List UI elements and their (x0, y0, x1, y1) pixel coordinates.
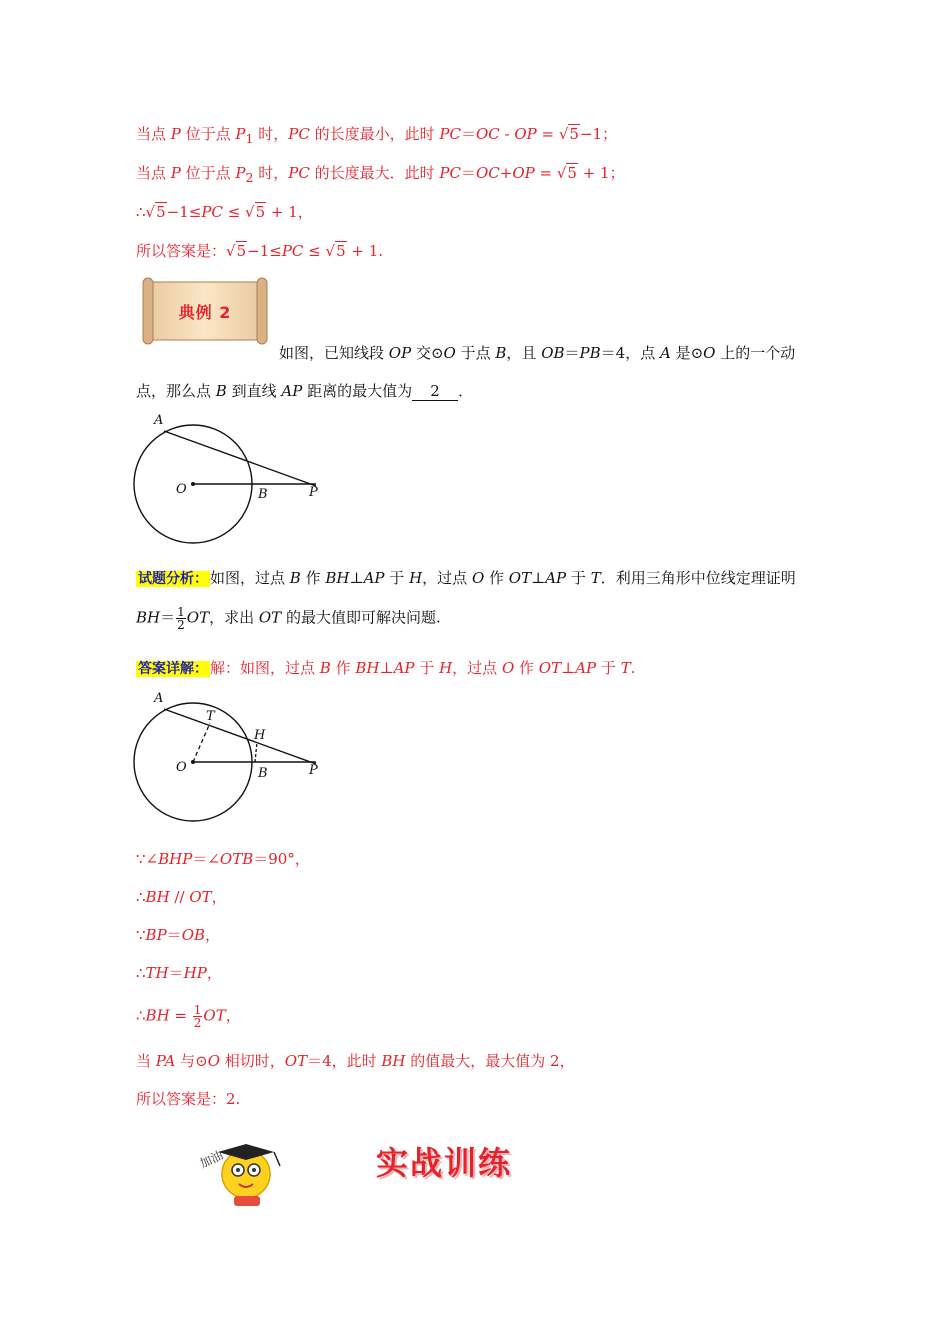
proof-line-3: ∵BP＝OB， (136, 926, 221, 944)
label-o: O (176, 760, 187, 775)
sqrt-symbol: √5 (325, 242, 346, 260)
solution-line-max: 当点 P 位于点 $P_2$ 时，PC 的长度最大．此时 PC＝OC+OP = √5 + 1； (136, 164, 625, 185)
sqrt-symbol: √5 (145, 203, 166, 221)
proof-line-5: ∴BH = $\frac{1}{2}$ OT， (136, 1003, 241, 1030)
segment-ot (193, 723, 210, 762)
label-h: H (254, 728, 266, 743)
example-question-line1: 如图，已知线段 OP 交⊙O 于点 B，且 OB＝PB＝4，点 A 是⊙O 上的一个动 (279, 344, 796, 362)
center-point (191, 482, 195, 486)
figure-circle-tangent (130, 410, 330, 550)
fraction-half: $\frac{1}{2}$ (177, 605, 185, 632)
mascot-graduate-icon (196, 1138, 308, 1210)
figure-circle-perpendiculars (130, 688, 330, 828)
solution-line1: 答案详解： 解：如图，过点 B 作 BH⊥AP 于 H，过点 O 作 OT⊥AP 于 T. (138, 659, 636, 677)
solution-line-min: 当点 P 位于点 $P_1$ 时，PC 的长度最小，此时 PC＝OC - OP = √5−1； (136, 125, 618, 146)
label-p: P (309, 485, 318, 500)
label-a: A (154, 413, 164, 428)
solution-line-range: ∴√5−1≤PC ≤ √5 + 1， (136, 203, 313, 221)
label-o: O (176, 482, 187, 497)
segment-bh (255, 742, 257, 762)
sqrt-symbol: √5 (226, 242, 247, 260)
center-point (191, 760, 195, 764)
label-b: B (258, 766, 268, 781)
solution-label: 答案详解： (138, 661, 208, 677)
proof-line-6: 当 PA 与⊙O 相切时，OT＝4，此时 BH 的值最大，最大值为 2， (136, 1052, 575, 1070)
proof-line-1: ∵∠BHP＝∠OTB＝90°， (136, 850, 310, 868)
proof-line-7: 所以答案是：2. (136, 1090, 241, 1108)
analysis-line1: 试题分析： 如图，过点 B 作 BH⊥AP 于 H，过点 O 作 OT⊥AP 于 T．利用三角形中位线定理证明 (138, 569, 796, 587)
proof-line-4: ∴TH＝HP， (136, 964, 222, 982)
analysis-line2: BH＝ $\frac{1}{2}$ OT，求出 OT 的最大值即可解决问题. (136, 605, 441, 632)
label-p: P (309, 763, 318, 778)
fraction-half: $\frac{1}{2}$ (193, 1003, 202, 1030)
sqrt-symbol: √5 (556, 164, 577, 182)
analysis-label: 试题分析： (138, 571, 208, 587)
label-a: A (154, 691, 164, 706)
solution-line-answer: 所以答案是：√5−1≤PC ≤ √5 + 1. (136, 242, 384, 260)
line-ap (164, 431, 316, 486)
example-scroll-banner (141, 276, 269, 346)
section-title: 实战训练 (376, 1144, 513, 1182)
answer-blank: 2 (412, 382, 458, 401)
sqrt-symbol: √5 (245, 203, 266, 221)
example-label: 典例 2 (178, 303, 232, 322)
label-b: B (258, 487, 268, 502)
proof-line-2: ∴BH // OT， (136, 888, 227, 906)
sqrt-symbol: √5 (558, 125, 579, 143)
line-ap (164, 709, 316, 764)
label-t: T (206, 709, 215, 724)
example-question-line2: 点，那么点 B 到直线 AP 距离的最大值为 2 ． (136, 382, 474, 400)
mascot-text: 加油 (197, 1148, 226, 1171)
